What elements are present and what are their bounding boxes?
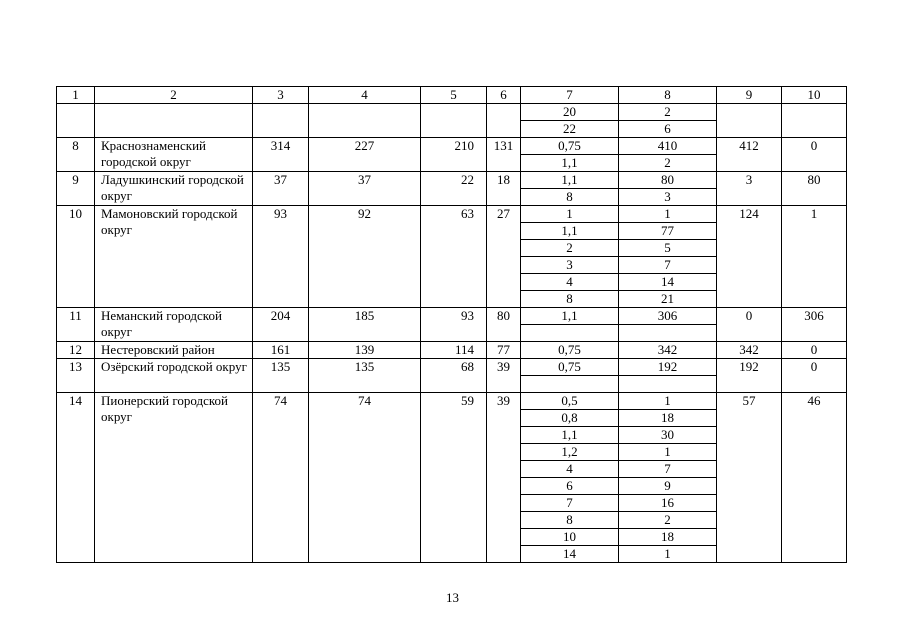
cell-col8: 2 bbox=[619, 104, 717, 121]
cell-col7: 1,1 bbox=[521, 308, 619, 325]
empty-cell bbox=[782, 104, 847, 138]
cell-col7: 8 bbox=[521, 189, 619, 206]
cell-col7: 14 bbox=[521, 546, 619, 563]
row-number: 9 bbox=[57, 172, 95, 206]
cell-col7: 2 bbox=[521, 240, 619, 257]
empty-cell bbox=[309, 104, 421, 138]
column-header: 4 bbox=[309, 87, 421, 104]
cell-col4: 227 bbox=[309, 138, 421, 172]
page-number: 13 bbox=[446, 590, 459, 605]
cell-col8: 410 bbox=[619, 138, 717, 155]
cell-col7: 6 bbox=[521, 478, 619, 495]
cell-col8: 21 bbox=[619, 291, 717, 308]
cell-col4: 139 bbox=[309, 342, 421, 359]
cell-col8: 30 bbox=[619, 427, 717, 444]
column-header: 3 bbox=[253, 87, 309, 104]
cell-col4: 37 bbox=[309, 172, 421, 206]
cell-col4: 135 bbox=[309, 359, 421, 393]
cell-col10: 306 bbox=[782, 308, 847, 342]
empty-cell bbox=[717, 104, 782, 138]
data-table bbox=[56, 86, 847, 563]
cell-col6: 131 bbox=[487, 138, 521, 172]
cell-col6: 39 bbox=[487, 359, 521, 393]
cell-col9: 342 bbox=[717, 342, 782, 359]
municipality-name: Нестеровский район bbox=[95, 342, 253, 359]
row-number: 10 bbox=[57, 206, 95, 308]
cell-col3: 314 bbox=[253, 138, 309, 172]
cell-col3: 93 bbox=[253, 206, 309, 308]
column-header: 7 bbox=[521, 87, 619, 104]
table-row bbox=[57, 393, 847, 410]
cell-col6: 39 bbox=[487, 393, 521, 563]
cell-col9: 0 bbox=[717, 308, 782, 342]
header-row bbox=[57, 87, 847, 104]
empty-cell bbox=[253, 104, 309, 138]
cell-col10: 80 bbox=[782, 172, 847, 206]
cell-col7: 0,8 bbox=[521, 410, 619, 427]
cell-col8: 7 bbox=[619, 257, 717, 274]
cell-col4: 92 bbox=[309, 206, 421, 308]
municipality-name: Мамоновский городской округ bbox=[95, 206, 253, 308]
table-row bbox=[57, 138, 847, 155]
cell-col6: 27 bbox=[487, 206, 521, 308]
cell-col8: 18 bbox=[619, 410, 717, 427]
cell-col9: 412 bbox=[717, 138, 782, 172]
cell-col8: 6 bbox=[619, 121, 717, 138]
table-body bbox=[57, 87, 847, 563]
cell-col10: 0 bbox=[782, 138, 847, 172]
cell-col7: 0,5 bbox=[521, 393, 619, 410]
row-number: 13 bbox=[57, 359, 95, 393]
cell-col5: 210 bbox=[421, 138, 487, 172]
cell-col8: 306 bbox=[619, 308, 717, 325]
cell-col8: 77 bbox=[619, 223, 717, 240]
table-row bbox=[57, 342, 847, 359]
cell-col10: 0 bbox=[782, 359, 847, 393]
cell-col7: 1,1 bbox=[521, 427, 619, 444]
municipality-name: Озёрский городской округ bbox=[95, 359, 253, 393]
column-header: 2 bbox=[95, 87, 253, 104]
cell-col5: 114 bbox=[421, 342, 487, 359]
row-number: 12 bbox=[57, 342, 95, 359]
cell-col3: 37 bbox=[253, 172, 309, 206]
table-row bbox=[57, 206, 847, 223]
cell-col8: 1 bbox=[619, 444, 717, 461]
cell-col9: 124 bbox=[717, 206, 782, 308]
cell-col6: 18 bbox=[487, 172, 521, 206]
municipality-name: Ладушкинский городской округ bbox=[95, 172, 253, 206]
column-header: 10 bbox=[782, 87, 847, 104]
municipality-name: Неманский городской округ bbox=[95, 308, 253, 342]
cell-col3: 135 bbox=[253, 359, 309, 393]
cell-col5: 22 bbox=[421, 172, 487, 206]
cell-col7: 1,1 bbox=[521, 223, 619, 240]
cell-col8: 7 bbox=[619, 461, 717, 478]
cell-col8: 16 bbox=[619, 495, 717, 512]
cell-col4: 74 bbox=[309, 393, 421, 563]
cell-col7: 1 bbox=[521, 206, 619, 223]
cell-col7: 7 bbox=[521, 495, 619, 512]
cell-col5: 68 bbox=[421, 359, 487, 393]
cell-col9: 57 bbox=[717, 393, 782, 563]
empty-cell bbox=[57, 104, 95, 138]
cell-col3: 74 bbox=[253, 393, 309, 563]
cell-col8: 1 bbox=[619, 393, 717, 410]
cell-col7: 0,75 bbox=[521, 342, 619, 359]
column-header: 8 bbox=[619, 87, 717, 104]
cell-col8: 1 bbox=[619, 206, 717, 223]
cell-col8: 80 bbox=[619, 172, 717, 189]
row-number: 14 bbox=[57, 393, 95, 563]
cell-col8: 2 bbox=[619, 512, 717, 529]
empty-cell bbox=[95, 104, 253, 138]
table-row bbox=[57, 104, 847, 121]
cell-col7: 1,2 bbox=[521, 444, 619, 461]
cell-col6: 80 bbox=[487, 308, 521, 342]
cell-col10: 0 bbox=[782, 342, 847, 359]
cell-col8: 192 bbox=[619, 359, 717, 376]
cell-col5: 93 bbox=[421, 308, 487, 342]
cell-col7: 0,75 bbox=[521, 138, 619, 155]
cell-col8: 14 bbox=[619, 274, 717, 291]
empty-cell bbox=[487, 104, 521, 138]
cell-col7: 8 bbox=[521, 291, 619, 308]
cell-col8: 2 bbox=[619, 155, 717, 172]
cell-col3: 204 bbox=[253, 308, 309, 342]
municipality-name: Пионерский городской округ bbox=[95, 393, 253, 563]
cell-col5: 63 bbox=[421, 206, 487, 308]
cell-col7: 3 bbox=[521, 257, 619, 274]
table-row bbox=[57, 308, 847, 325]
cell-col10: 46 bbox=[782, 393, 847, 563]
cell-col8: 9 bbox=[619, 478, 717, 495]
cell-col7: 22 bbox=[521, 121, 619, 138]
cell-col4: 185 bbox=[309, 308, 421, 342]
cell-col5: 59 bbox=[421, 393, 487, 563]
cell-col7: 0,75 bbox=[521, 359, 619, 376]
cell-col8 bbox=[619, 376, 717, 393]
column-header: 5 bbox=[421, 87, 487, 104]
empty-cell bbox=[421, 104, 487, 138]
cell-col6: 77 bbox=[487, 342, 521, 359]
cell-col9: 3 bbox=[717, 172, 782, 206]
column-header: 6 bbox=[487, 87, 521, 104]
column-header: 9 bbox=[717, 87, 782, 104]
cell-col8: 3 bbox=[619, 189, 717, 206]
table-row bbox=[57, 359, 847, 376]
row-number: 11 bbox=[57, 308, 95, 342]
cell-col7: 20 bbox=[521, 104, 619, 121]
cell-col8 bbox=[619, 325, 717, 342]
cell-col7: 4 bbox=[521, 274, 619, 291]
cell-col7: 8 bbox=[521, 512, 619, 529]
cell-col7: 1,1 bbox=[521, 172, 619, 189]
cell-col9: 192 bbox=[717, 359, 782, 393]
cell-col7: 10 bbox=[521, 529, 619, 546]
municipality-name: Краснознаменский городской округ bbox=[95, 138, 253, 172]
cell-col8: 5 bbox=[619, 240, 717, 257]
row-number: 8 bbox=[57, 138, 95, 172]
cell-col7 bbox=[521, 376, 619, 393]
cell-col7 bbox=[521, 325, 619, 342]
cell-col3: 161 bbox=[253, 342, 309, 359]
table-row bbox=[57, 172, 847, 189]
cell-col8: 342 bbox=[619, 342, 717, 359]
cell-col8: 1 bbox=[619, 546, 717, 563]
cell-col8: 18 bbox=[619, 529, 717, 546]
cell-col7: 4 bbox=[521, 461, 619, 478]
column-header: 1 bbox=[57, 87, 95, 104]
cell-col7: 1,1 bbox=[521, 155, 619, 172]
cell-col10: 1 bbox=[782, 206, 847, 308]
